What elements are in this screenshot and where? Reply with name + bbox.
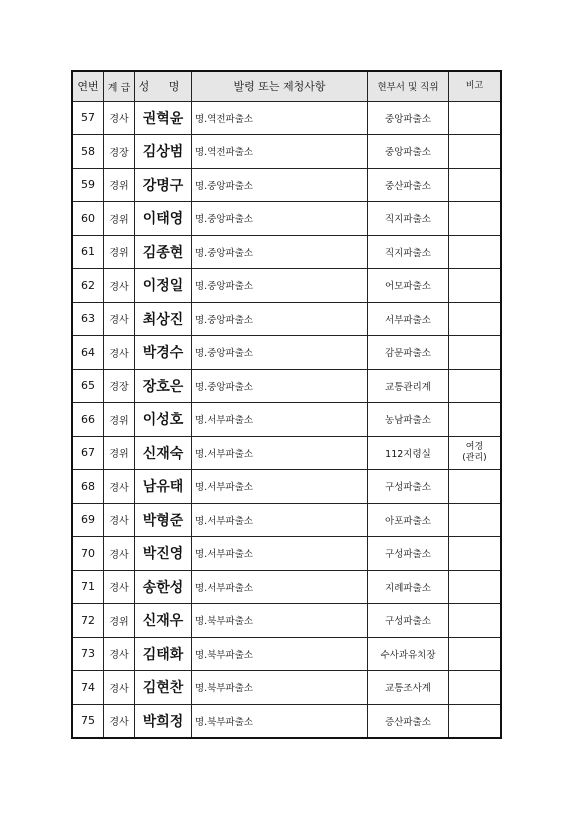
row-note <box>449 202 502 236</box>
row-order: 명.서부파출소 <box>192 570 368 604</box>
row-note <box>449 503 502 537</box>
row-note <box>449 671 502 705</box>
header-name: 성 명 <box>135 71 192 101</box>
row-note <box>449 470 502 504</box>
row-name: 송한성 <box>135 570 192 604</box>
row-name: 박경수 <box>135 336 192 370</box>
row-post: 중산파출소 <box>368 168 449 202</box>
row-name: 박진영 <box>135 537 192 571</box>
table-row <box>72 570 501 604</box>
table-row <box>72 269 501 303</box>
table-row <box>72 671 501 705</box>
header-no: 연번 <box>72 71 104 101</box>
row-note <box>449 570 502 604</box>
table-row <box>72 235 501 269</box>
row-order: 명.북부파출소 <box>192 671 368 705</box>
row-rank: 경사 <box>104 637 135 671</box>
row-note <box>449 704 502 738</box>
table-row <box>72 637 501 671</box>
table-row <box>72 604 501 638</box>
row-no: 64 <box>72 336 104 370</box>
row-note <box>449 604 502 638</box>
row-name: 최상진 <box>135 302 192 336</box>
header-order: 발령 또는 제청사항 <box>192 71 368 101</box>
row-name: 김현찬 <box>135 671 192 705</box>
row-note <box>449 269 502 303</box>
row-name: 이성호 <box>135 403 192 437</box>
row-post: 농남파출소 <box>368 403 449 437</box>
row-no: 68 <box>72 470 104 504</box>
row-post: 구성파출소 <box>368 537 449 571</box>
row-note <box>449 168 502 202</box>
row-post: 중앙파출소 <box>368 135 449 169</box>
row-rank: 경위 <box>104 604 135 638</box>
header-note: 비고 <box>449 71 502 101</box>
row-rank: 경장 <box>104 135 135 169</box>
row-no: 65 <box>72 369 104 403</box>
row-no: 72 <box>72 604 104 638</box>
row-note <box>449 101 502 135</box>
row-post: 구성파출소 <box>368 470 449 504</box>
row-no: 69 <box>72 503 104 537</box>
row-rank: 경위 <box>104 436 135 470</box>
row-rank: 경사 <box>104 101 135 135</box>
row-note: 여경 (관리) <box>449 436 502 470</box>
row-rank: 경위 <box>104 168 135 202</box>
row-no: 70 <box>72 537 104 571</box>
row-note <box>449 537 502 571</box>
row-order: 명.서부파출소 <box>192 470 368 504</box>
row-rank: 경사 <box>104 336 135 370</box>
row-name: 김태화 <box>135 637 192 671</box>
row-note <box>449 369 502 403</box>
table-row <box>72 503 501 537</box>
row-rank: 경사 <box>104 671 135 705</box>
row-rank: 경위 <box>104 403 135 437</box>
row-post: 증산파출소 <box>368 704 449 738</box>
row-order: 명.중앙파출소 <box>192 202 368 236</box>
row-name: 남유태 <box>135 470 192 504</box>
table-row <box>72 202 501 236</box>
row-post: 교통조사계 <box>368 671 449 705</box>
row-name: 장호은 <box>135 369 192 403</box>
row-order: 명.중앙파출소 <box>192 369 368 403</box>
table-row <box>72 168 501 202</box>
row-rank: 경사 <box>104 704 135 738</box>
row-name: 신재우 <box>135 604 192 638</box>
row-post: 지례파출소 <box>368 570 449 604</box>
row-order: 명.중앙파출소 <box>192 168 368 202</box>
row-name: 김종현 <box>135 235 192 269</box>
row-no: 61 <box>72 235 104 269</box>
row-order: 명.서부파출소 <box>192 403 368 437</box>
row-order: 명.중앙파출소 <box>192 269 368 303</box>
row-no: 66 <box>72 403 104 437</box>
row-no: 71 <box>72 570 104 604</box>
row-rank: 경사 <box>104 470 135 504</box>
row-name: 이정일 <box>135 269 192 303</box>
row-note <box>449 235 502 269</box>
row-rank: 경사 <box>104 570 135 604</box>
row-no: 74 <box>72 671 104 705</box>
row-rank: 경장 <box>104 369 135 403</box>
row-order: 명.북부파출소 <box>192 604 368 638</box>
row-no: 67 <box>72 436 104 470</box>
row-no: 73 <box>72 637 104 671</box>
row-name: 박형준 <box>135 503 192 537</box>
row-order: 명.서부파출소 <box>192 436 368 470</box>
row-no: 60 <box>72 202 104 236</box>
row-order: 명.서부파출소 <box>192 503 368 537</box>
row-no: 75 <box>72 704 104 738</box>
table-row <box>72 470 501 504</box>
personnel-table <box>71 70 502 739</box>
row-rank: 경사 <box>104 503 135 537</box>
row-no: 63 <box>72 302 104 336</box>
header-rank: 계 급 <box>104 71 135 101</box>
table-row <box>72 369 501 403</box>
row-order: 명.중앙파출소 <box>192 302 368 336</box>
row-note <box>449 403 502 437</box>
row-order: 명.역전파출소 <box>192 135 368 169</box>
row-no: 59 <box>72 168 104 202</box>
row-order: 명.서부파출소 <box>192 537 368 571</box>
row-order: 명.역전파출소 <box>192 101 368 135</box>
table-row <box>72 101 501 135</box>
row-note <box>449 135 502 169</box>
table-row <box>72 336 501 370</box>
row-rank: 경위 <box>104 202 135 236</box>
row-name: 이태영 <box>135 202 192 236</box>
row-post: 구성파출소 <box>368 604 449 638</box>
table-row <box>72 704 501 738</box>
table-row <box>72 302 501 336</box>
row-order: 명.중앙파출소 <box>192 235 368 269</box>
row-order: 명.북부파출소 <box>192 704 368 738</box>
row-no: 57 <box>72 101 104 135</box>
row-note <box>449 302 502 336</box>
row-note <box>449 637 502 671</box>
table-row <box>72 537 501 571</box>
row-name: 신재숙 <box>135 436 192 470</box>
row-no: 62 <box>72 269 104 303</box>
row-rank: 경사 <box>104 302 135 336</box>
table-row <box>72 436 501 470</box>
row-rank: 경사 <box>104 537 135 571</box>
row-post: 수사과유치장 <box>368 637 449 671</box>
row-order: 명.북부파출소 <box>192 637 368 671</box>
row-post: 112지령실 <box>368 436 449 470</box>
table-row <box>72 403 501 437</box>
row-rank: 경위 <box>104 235 135 269</box>
row-post: 아포파출소 <box>368 503 449 537</box>
row-post: 중앙파출소 <box>368 101 449 135</box>
row-post: 어모파출소 <box>368 269 449 303</box>
row-name: 김상범 <box>135 135 192 169</box>
row-name: 권혁윤 <box>135 101 192 135</box>
row-order: 명.중앙파출소 <box>192 336 368 370</box>
row-name: 박희정 <box>135 704 192 738</box>
row-post: 감문파출소 <box>368 336 449 370</box>
header-post: 현부서 및 직위 <box>368 71 449 101</box>
row-post: 교통관리계 <box>368 369 449 403</box>
row-rank: 경사 <box>104 269 135 303</box>
row-post: 직지파출소 <box>368 202 449 236</box>
row-no: 58 <box>72 135 104 169</box>
row-name: 강명구 <box>135 168 192 202</box>
row-post: 직지파출소 <box>368 235 449 269</box>
header-row <box>72 71 501 101</box>
row-post: 서부파출소 <box>368 302 449 336</box>
row-note <box>449 336 502 370</box>
table-row <box>72 135 501 169</box>
